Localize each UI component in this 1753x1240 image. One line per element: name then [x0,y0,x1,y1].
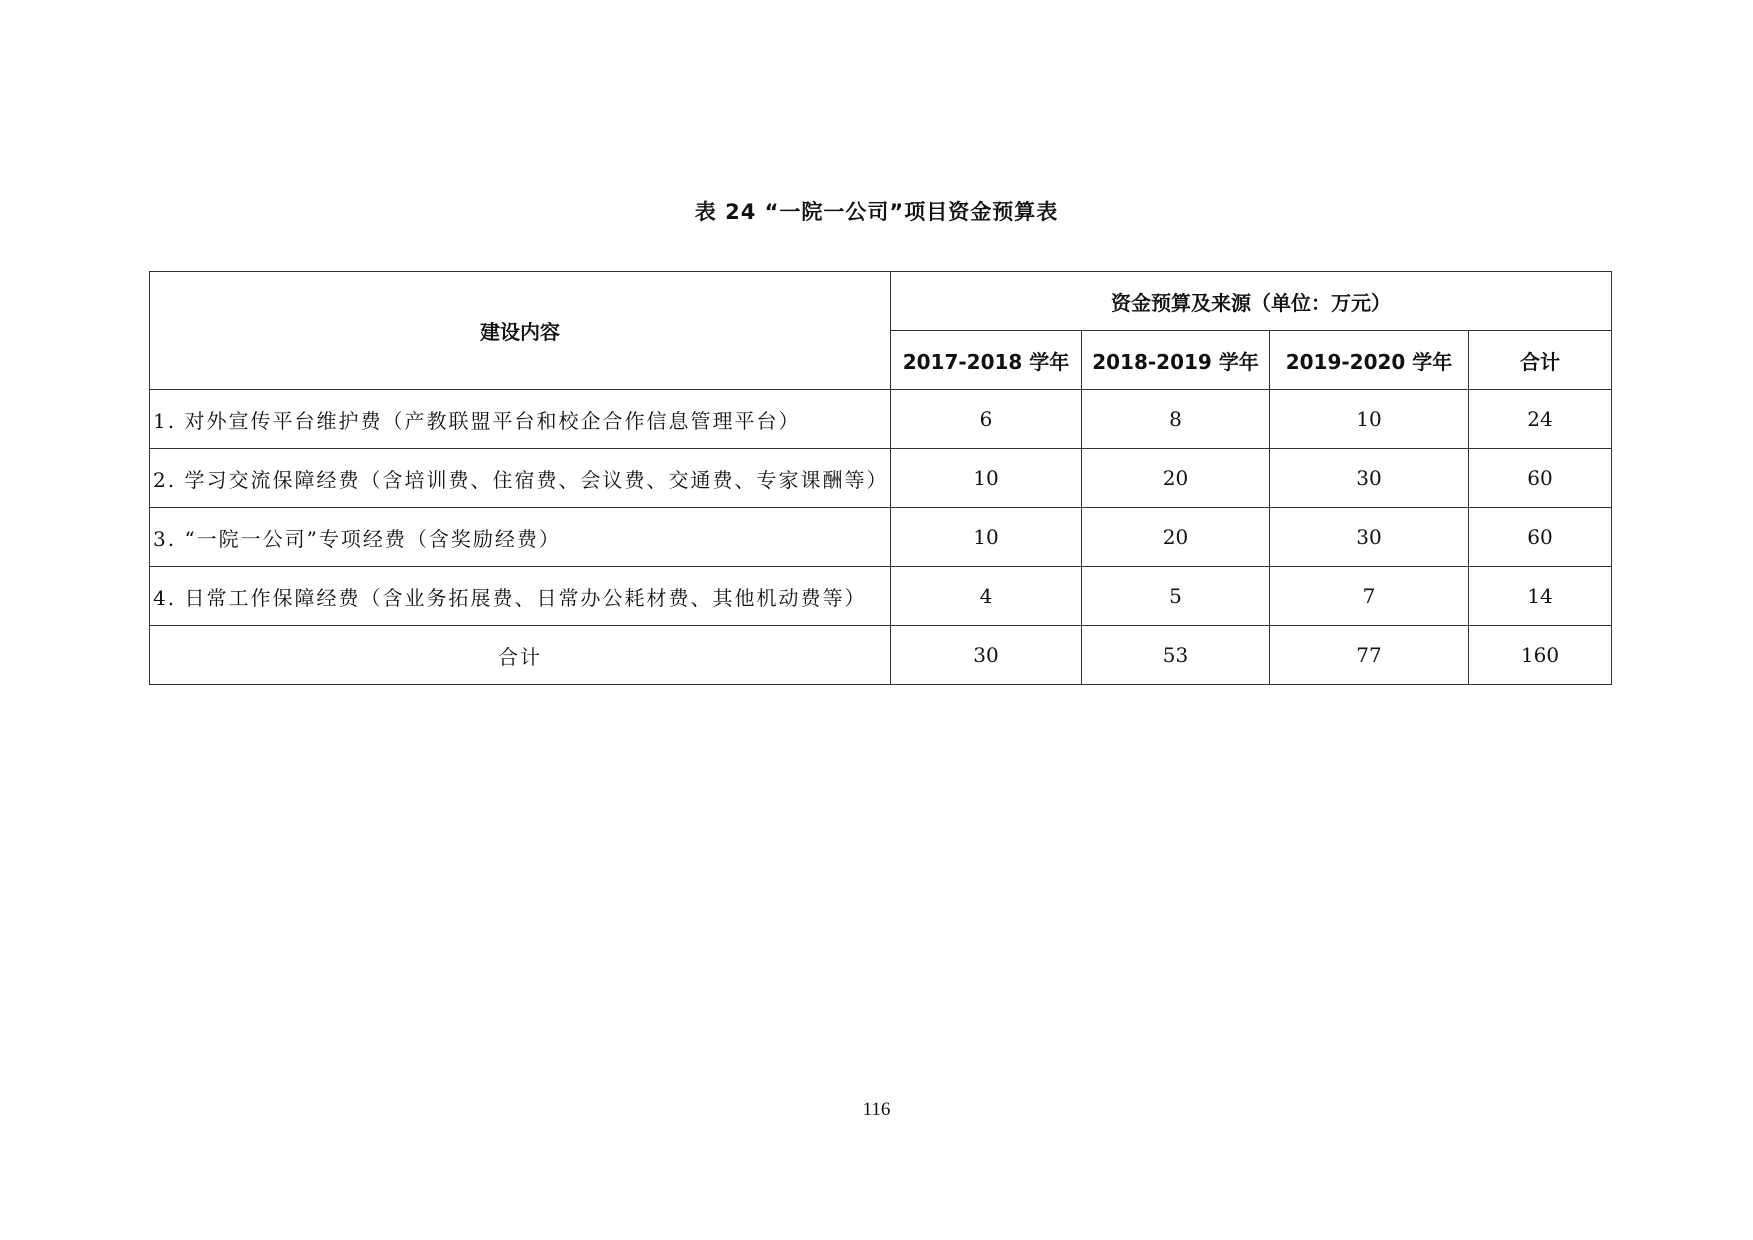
row-value: 30 [1270,449,1469,508]
summary-value: 30 [891,626,1082,685]
row-total: 60 [1469,508,1612,567]
summary-label: 合计 [150,626,891,685]
year-header: 2018-2019 学年 [1082,331,1270,390]
row-value: 7 [1270,567,1469,626]
row-value: 4 [891,567,1082,626]
content-header: 建设内容 [150,272,891,390]
row-value: 10 [891,508,1082,567]
total-header: 合计 [1469,331,1612,390]
row-value: 20 [1082,449,1270,508]
row-item: 4. 日常工作保障经费（含业务拓展费、日常办公耗材费、其他机动费等） [150,567,891,626]
budget-group-header: 资金预算及来源（单位：万元） [891,272,1612,331]
summary-value: 53 [1082,626,1270,685]
page-number: 116 [862,1099,891,1120]
table-row [150,567,1612,626]
row-total: 60 [1469,449,1612,508]
row-value: 6 [891,390,1082,449]
year-header: 2019-2020 学年 [1270,331,1469,390]
year-header: 2017-2018 学年 [891,331,1082,390]
table-title: 表 24 “一院一公司”项目资金预算表 [694,200,1059,224]
row-value: 30 [1270,508,1469,567]
table-row [150,449,1612,508]
summary-total: 160 [1469,626,1612,685]
row-total: 24 [1469,390,1612,449]
row-value: 20 [1082,508,1270,567]
header-row-group [150,272,1612,331]
table-row [150,390,1612,449]
row-total: 14 [1469,567,1612,626]
row-value: 10 [891,449,1082,508]
row-item: 2. 学习交流保障经费（含培训费、住宿费、会议费、交通费、专家课酬等） [150,449,891,508]
table-row [150,508,1612,567]
row-value: 8 [1082,390,1270,449]
row-value: 10 [1270,390,1469,449]
row-item: 1. 对外宣传平台维护费（产教联盟平台和校企合作信息管理平台） [150,390,891,449]
row-item: 3. “一院一公司”专项经费（含奖励经费） [150,508,891,567]
budget-table [149,271,1612,685]
summary-row [150,626,1612,685]
row-value: 5 [1082,567,1270,626]
summary-value: 77 [1270,626,1469,685]
